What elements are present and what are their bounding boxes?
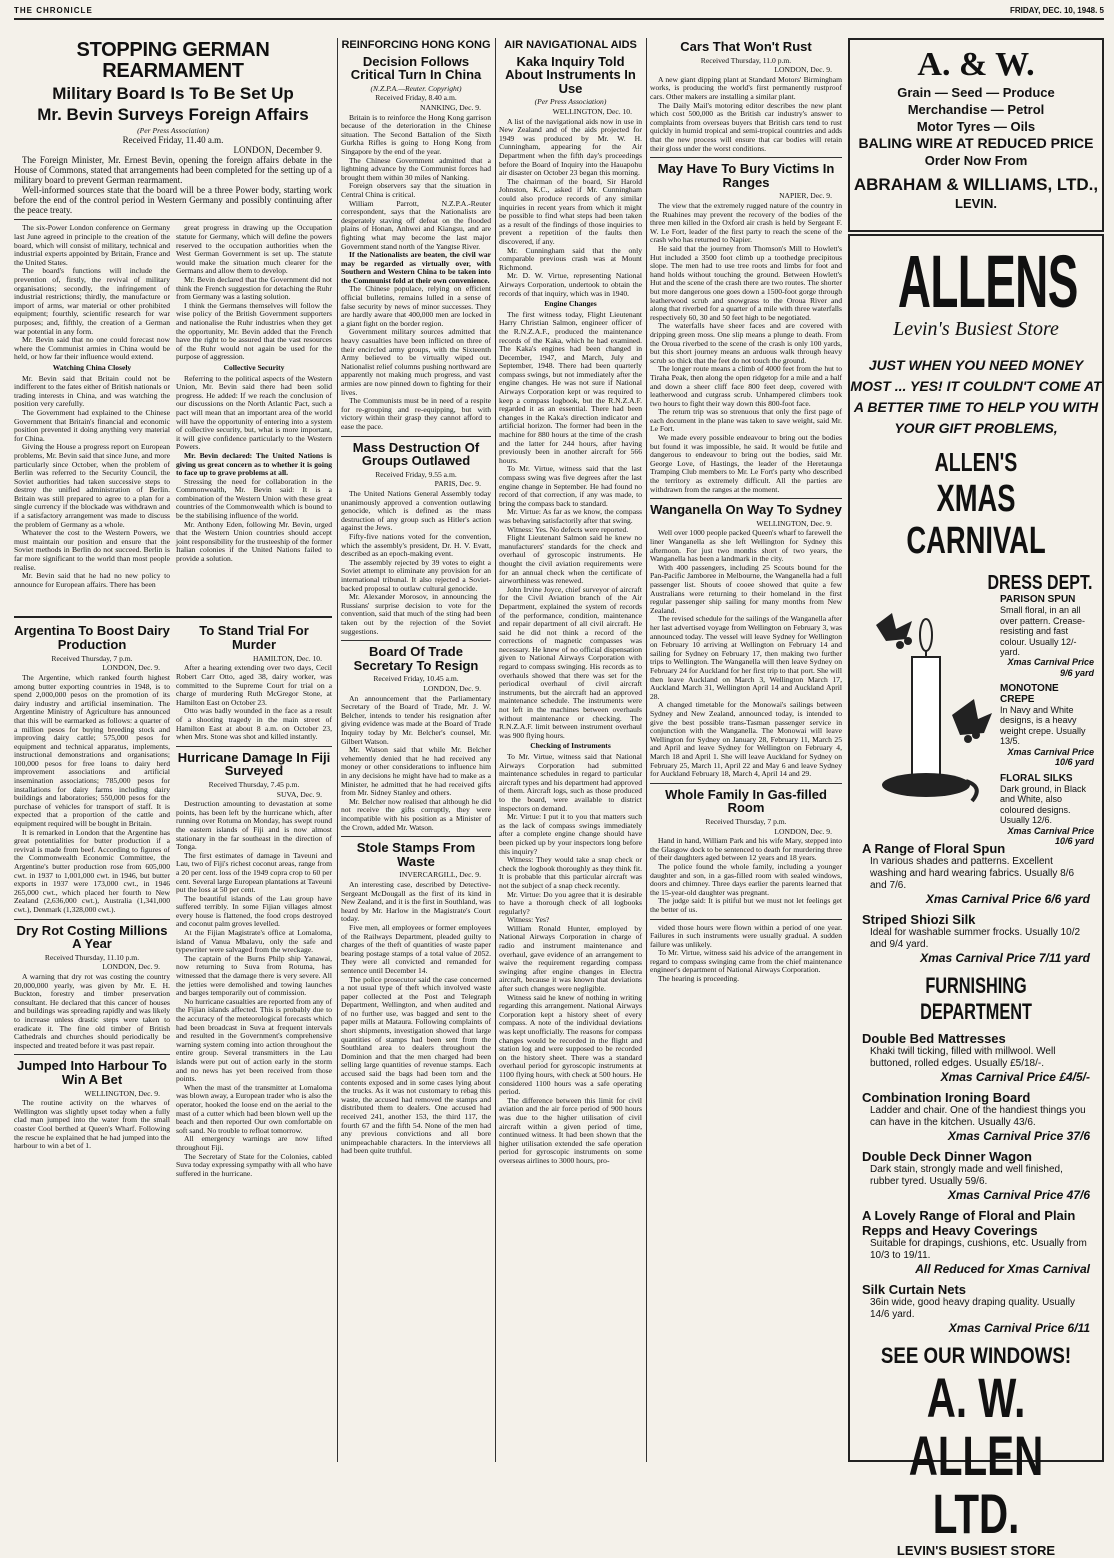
paragraph: An interesting case, described by Detective-Sergeant McDougall as the first of its kind in New Zealand, and it is the first in Southland, was heard by Mr. Harlow in the Magistrate's Court today. xyxy=(341,879,491,924)
paragraph: Mr. Belcher now realised that although he did not receive the gifts corruptly, they were incompatible with his position as a Minister of the Crown, added Mr. Watson. xyxy=(341,796,491,832)
headline-gas-filled-room: Whole Family In Gas-filled Room xyxy=(665,786,827,816)
divider xyxy=(341,640,491,641)
received-line: Received Thursday, 7 p.m. xyxy=(705,816,787,826)
paragraph: Foreign observers say that the situation in Central China is critical. xyxy=(341,181,491,199)
place-line: WELLINGTON, Dec. 10. xyxy=(552,107,632,117)
byline: (N.Z.P.A.—Reuter. Copyright) xyxy=(370,83,462,93)
paragraph: Fifty-five nations voted for the convention, which the assembly's president, Dr. H. V. Evatt, described as an epoch-making event. xyxy=(341,532,491,559)
crosshead: Engine Changes xyxy=(544,299,597,309)
place-line: LONDON, Dec. 9. xyxy=(774,826,832,836)
furn-title: Combination Ironing Board xyxy=(862,1090,1031,1105)
paragraph: If the Nationalists are beaten, the civil war may be regarded as virtually over, with Southern and Western China to be taken into the Communist fold at their own convenience. xyxy=(341,250,491,285)
divider xyxy=(176,746,332,747)
item-desc: Small floral, in an all over pattern. Crease-resisting and fast colour. Usually 12/- yard. xyxy=(1000,605,1086,658)
place-line: WELLINGTON, Dec. 9. xyxy=(84,1088,160,1098)
paragraph: Hand in hand, William Park and his wife Mary, stepped into the Glasgow dock to be sentenced to death for murdering three of their daughters aged between 12 years and 18 years. xyxy=(650,836,842,863)
paragraph: After a hearing extending over two days, Cecil Robert Carr Otto, aged 38, dairy worker, was committed to the Supreme Court for trial on a charge of murdering Ruth McGregor Stone, at Hamilton East on October 23. xyxy=(176,663,332,707)
place-line: HAMILTON, Dec. 10. xyxy=(253,653,322,663)
range-desc: Ideal for washable summer frocks. Usually 10/2 and 9/4 yard. xyxy=(870,927,1081,950)
paragraph: The revised schedule for the sailings of the Wanganella after her last advertised voyage from Wellington on February 3, was announced today. The vessel will leave Sydney for Wellington on February 10 arriving at Wellington on February 14 and sailing for Sydney on February 17, then making two further trips to Wellington. The Wanganella will then leave Sydney on February 24 for Auckland for her first trip to that port. She will then leave Auckland on March 3, Wellington March 17, Auckland March 31, Wellington April 14 and Auckland April 28. xyxy=(650,614,842,701)
furn-title: Double Deck Dinner Wagon xyxy=(862,1149,1032,1164)
aw-town: LEVIN. xyxy=(955,196,997,211)
place-line: NANKING, Dec. 9. xyxy=(420,103,481,113)
paragraph: Stressing the need for collaboration in the Commonwealth, Mr. Bevin said: It is a combination of the Western Union with these great countries of the Commonwealth which is bound to be the stabilising influence of the world. xyxy=(176,476,332,521)
paragraph: The Argentine, which ranked fourth highest among butter exporting countries in 1948, is to spend 2,000,000 pesos on the promotion of its dairy industry and artificial insemination. The Argentine Ministry of Agriculture has announced that this will be earmarked as follows: a quarter of a million pesos for buying breeding stock and improving dairy cattle; 575,000 pesos for equipment and technical apparatus, implements, instructional demonstrations and organisations; 100,000 pesos for free loans to dairy herd improvement associations and artificial insemination associations; 785,000 pesos for installations for dairy farms including dairy buildings and laboratories; 550,000 pesos for the purchase of vehicles for transport of staff. It is expected that a proportion of the cattle and equipment required will be bought in Britain. xyxy=(14,672,170,829)
paragraph: Well over 1000 people packed Queen's wharf to farewell the liner Wanganella as she left Wellington for Sydney this afternoon. For just two months short of two years, the Wanganella has been a landmark in the city. xyxy=(650,528,842,564)
paragraph: The six-Power London conference on Germany last June agreed in principle to the creation of the board, which will consist of military, technical and industrial experts appointed by Britain, France and the United States. xyxy=(14,223,170,267)
item-title: FLORAL SILKS xyxy=(1000,772,1073,784)
see-windows: SEE OUR WINDOWS! xyxy=(880,1343,1072,1368)
item-desc: Dark ground, in Black and White, also coloured designs. Usually 12/6. xyxy=(1000,783,1087,826)
headline-jumped: Jumped Into Harbour To Win A Bet xyxy=(17,1058,167,1088)
lead-paragraph-2: Well-informed sources state that the board will be a three Power body, starting work before the end of the control period in Western Germany and possibly continuing after the peace treaty. xyxy=(14,185,332,216)
paragraph: At the Fijian Magistrate's office at Lomaloma, island of Vanua Mbalavu, only the safe and typewriter were salvaged from the wreckage. xyxy=(176,928,332,955)
paragraph: The Communists must be in need of a respite for re-grouping and re-equipping, but with victory within their grasp they cannot afford to ease the pace. xyxy=(341,396,491,431)
paragraph: The longer route means a climb of 4000 feet from the hut to Tiraha Peak, then along the open ridgetop for a mile and a half and down a sheer cliff face 800 feet deep, covered with leatherwood and cutgrass scrub. Unhampered climbers took two hours to fight their way down this 800-foot face. xyxy=(650,364,842,408)
paragraph: Mr. Virtue: I put it to you that matters such as the lack of compass swings immediately after a complete engine change should have been picked up by your inspectors long before this inquiry? xyxy=(499,812,642,856)
column-3 xyxy=(499,38,642,1462)
paragraph: Mr. Anthony Eden, following Mr. Bevin, urged that the Western Union countries should accept joint responsibility for the trusteeship of the former Italian colonies if the United Nations failed to provide a solution. xyxy=(176,519,332,564)
ad-abraham-williams xyxy=(848,38,1104,232)
place-line: NAPIER, Dec. 9. xyxy=(779,191,832,201)
paragraph: The police prosecutor said the case concerned a not usual type of theft which involved waste paper collected at the Post and Telegraph Department, Wellington, and when audited and of no further use, was bagged and sent to the paper mills at Mataura. Following complaints of short shipments, investigation showed that large quantities of stamps had been sent from the Southland area to dealers throughout the Dominion and that the men charged had been selling large quantities of revenue stamps. Each accused said the bags had been torn and the contents exposed and in some cases lying about the trucks. As it was not customary to rebag this waste, the accused had removed the stamps and distributed them to dealers. One accused had received 241, another 153, the third 117, the fourth 67 and the fifth 54. None of the men had any previous convictions and all bore unimpeachable characters. In the interviews all had been quite truthful. xyxy=(341,974,491,1156)
paragraph: Five men, all employees or former employees of the Railways Department, pleaded guilty to charges of the theft of quantities of waste paper bearing postage stamps of a total value of 2052. They were all convicted and remanded for sentence until December 14. xyxy=(341,922,491,975)
dress-item xyxy=(1000,774,1094,847)
ad-line: Grain — Seed — Produce xyxy=(897,85,1055,100)
received-line: Received Thursday, 7.45 p.m. xyxy=(208,779,300,789)
received-line: Received Thursday, 7 p.m. xyxy=(51,653,133,663)
furn-desc: Dark stain, strongly made and well finished, rubber tyred. Usually 59/6. xyxy=(870,1164,1063,1187)
aw-allen-logo: A. W. ALLEN LTD. xyxy=(908,1366,1044,1545)
place-line: LONDON, Dec. 9. xyxy=(102,962,160,972)
received-line: Received Thursday, 11.0 p.m. xyxy=(700,55,792,65)
subhead-bevin: Mr. Bevin Surveys Foreign Affairs xyxy=(37,104,309,124)
paragraph: great progress in drawing up the Occupation statute for Germany, which will define the powers reserved to the occupation authorities when the West German Government is set up. The statute would make the situation much clearer for the Germans and allow them to develop. xyxy=(176,223,332,276)
paragraph: Referring to the political aspects of the Western Union, Mr. Bevin said there had been solid progress. He added: If we reach the conclusion of our discussions on the North Atlantic Pact, such a pact will mean that an important area of the world will have the opportunity of entering into a system of collective security, but, what is more important, it will give confidence particularly to the Western Powers. xyxy=(176,373,332,452)
dress-dept xyxy=(850,594,1102,846)
headline-genocide: Mass Destruction Of Groups Outlawed xyxy=(352,439,480,469)
carnival-title: ALLEN'S xyxy=(934,447,1018,477)
paragraph: Witness said he knew of nothing in writing regarding this arrangement. National Airways Corporation kept a history sheet of every compass. A note of the individual deviations was kept unofficially. The reasons for compass changes would be recorded in the flight and station log and were supposed to be recorded on the history sheet. There was a standard overhaul period for gyroscopic instruments at 1100 flying hours, with check at 500 hours. He considered 1100 hours was a safe operating period. xyxy=(499,992,642,1097)
paragraph: Otto was badly wounded in the face as a result of a shooting tragedy in the main street of Hamilton East at about 8 a.m. on October 23, when Mrs. Stone was shot and killed instantly. xyxy=(176,706,332,742)
divider xyxy=(341,436,491,437)
divider xyxy=(341,836,491,837)
range-title: Striped Shiozi Silk xyxy=(862,912,976,927)
paragraph: The hearing is proceeding. xyxy=(658,974,739,984)
paragraph: A warning that dry rot was costing the country 20,000,000 yearly, was given by Mr. E. H. Buckton, forestry and timber preservation consultant. He declared that this cancer of houses and buildings was spreading rapidly and was likely to increase unless drastic steps were taken to eradicate it. The fine old timber of British Cathedrals and churches should periodically be inspected and treated before it was past repair. xyxy=(14,972,170,1050)
paragraph: The board's functions will include the prevention of, firstly, the revival of military organisations; secondly, the infringement of industrial restrictions; thirdly, the manufacture or import of arms, war material or other prohibited equipment; fourthly, scientific research for war purposes; and, fifthly, the creation of a German war potential in any form. xyxy=(14,266,170,336)
paragraph: The Daily Mail's motoring editor describes the new plant which cost 500,000 as the British car industry's answer to complaints from overseas buyers that British cars tend to rust quickly in humid tropical and semi-tropical countries and adds that the new process will ensure that car bodies will retain their gloss under the worst conditions. xyxy=(650,100,842,153)
ad-line: Motor Tyres — Oils xyxy=(916,119,1036,134)
paragraph: All emergency warnings are now lifted throughout Fiji. xyxy=(176,1134,332,1152)
paragraph: Mr. Bevin declared that the Government did not think the French suggestion for detaching the Ruhr from Germany was a lasting solution. xyxy=(176,275,332,302)
body-left xyxy=(14,224,170,612)
divider xyxy=(650,498,842,499)
paragraph: The beautiful islands of the Lau group have suffered terribly. In some Fijian villages almost every house is flattened, the food crops destroyed and coconut palm groves levelled. xyxy=(176,893,332,929)
byline: (Per Press Association) xyxy=(137,125,209,135)
place-line: PARIS, Dec. 9. xyxy=(434,479,481,489)
paragraph: Flight Lieutenant Salmon said he knew no manufacturers' standards for the check and overhaul of gyroscopic instruments. He thought the civil aviation requirements were for an annual check when the certificate of airworthiness was renewed. xyxy=(499,533,642,586)
furn-desc: Khaki twill ticking, filled with millwool. Well buttoned, rolled edges. Usually £5/18/-. xyxy=(870,1046,1056,1069)
divider xyxy=(14,616,332,618)
paragraph: We made every possible endeavour to bring out the bodies but found it was impossible, he said. It would be futile and dangerous to endeavour to bring out the bodies, said Mr. George Love, of Hastings, the leader of the Heretaunga Tramping Club members to Mr. Le Fort's party who described the territory as extremely difficult. All the parties are withdrawn from the ranges at the moment. xyxy=(650,433,842,494)
furn-price: All Reduced for Xmas Carnival xyxy=(915,1262,1090,1276)
furn-desc: Suitable for drapings, cushions, etc. Usually from 10/3 to 19/11. xyxy=(870,1238,1087,1261)
place-line: INVERCARGILL, Dec. 9. xyxy=(399,870,481,880)
paragraph: To Mr. Virtue, witness said his advice of the arrangement in regard to compass swinging came from the chief maintenance engineer's department of National Airways Corporation. xyxy=(650,948,842,975)
received-line: Received Friday, 11.40 a.m. xyxy=(122,135,224,146)
allens-logo: ALLENS xyxy=(897,240,1078,323)
headline-board-of-trade: Board Of Trade Secretary To Resign xyxy=(353,644,479,673)
paragraph: John Irvine Joyce, chief surveyor of aircraft for the Civil Aviation branch of the Air Department, explained the system of records of the performance, condition, maintenance and repair department of all civil aircraft. He said he did not think a record of the corrections of magnetic compasses was necessary. He knew of no official dispensation given to National Airways Corporation with regard to compass swinging. His records as to overhauls showed that there was set for the periodical overhaul of civil aircraft instruments, but the aircraft had an approved maintenance schedule. The instruments were not left in the machines between overhauls without maintenance or checking. The R.N.Z.A.F. limit between instrument overhaul was 900 flying hours. xyxy=(499,584,642,740)
paragraph: The United Nations General Assembly today unanimously approved a convention outlawing genocide, which is defined as the mass destruction of any group such as Hitler's action against the Jews. xyxy=(341,489,491,533)
received-line: Received Friday, 9.55 a.m. xyxy=(375,469,457,479)
received-line: Received Thursday, 11.10 p.m. xyxy=(44,952,140,962)
divider xyxy=(14,1054,170,1055)
place-line: WELLINGTON, Dec. 9. xyxy=(756,518,832,528)
paragraph: The waterfalls have sheer faces and are covered with dripping green moss. One slip means a plunge to death. From the Oroua riverbed to the scene of the crash is only 100 yards, but this short journey means an arduous walk through heavy scrub so thick that the feet do not touch the ground. xyxy=(650,321,842,365)
furn-desc: 36in wide, good heavy draping quality. Usually 14/6 yard. xyxy=(870,1297,1075,1320)
ad-line: BALING WIRE AT REDUCED PRICE xyxy=(858,135,1094,151)
subhead-china: Decision Follows Critical Turn In China xyxy=(350,53,482,83)
paragraph: The Government had explained to the Chinese Government that Britain's financial and economic position prevented it doing anything very material for China. xyxy=(14,407,170,443)
headline-bury-victims: May Have To Bury Victims In Ranges xyxy=(657,161,835,190)
paragraph: It is remarked in London that the Argentine has great potentialities for butter production if a revival is made from beef. According to figures of the Commonwealth Economic Committee, the Argentine's butter production rose from 605,000 cwt. in 1937 to 1,001,000 cwt. in 1946, but butter exports in 1937 were 173,000 cwt., in 1946 265,000 cwt., which placed her fourth to New Zealand (2,636,000 cwt.), Australia (1,341,000 cwt.), Denmark (1,328,000 cwt.). xyxy=(14,827,170,914)
headline-rustproof-cars: Cars That Won't Rust xyxy=(680,39,812,54)
paragraph: The return trip was so strenuous that only the first page of each document in the plane was taken to save weight, said Mr. Le Fort. xyxy=(650,407,842,434)
divider xyxy=(14,919,170,920)
paragraph: Mr. Cunningham said that the only comparable previous crash was at Mount Richmond. xyxy=(499,245,642,272)
dress-dept-heading: DRESS DEPT. xyxy=(987,572,1093,594)
paragraph: To Mr. Virtue, witness said that the last compass swing was five degrees after the last engine change in September. He had found no record of that correction, if any was made, to bring the compass back to standard. xyxy=(499,464,642,508)
paragraph: The Secretary of State for the Colonies, cabled Suva today expressing sympathy with all who have suffered in the hurricane. xyxy=(176,1151,332,1178)
paragraph: When the mast of the transmitter at Lomaloma was blown away, a European trader who is also the operator, hooked the loose end on the aerial to the mast of a cutter which had been blown well up the beach and then reported Our own comfortable on soft sand. No trouble to refloat tomorrow. xyxy=(176,1082,332,1135)
range-title: A Range of Floral Spun xyxy=(862,841,1006,856)
paragraph: The first estimates of damage in Taveuni and Lau, two of Fiji's richest coconut areas, range from a 20 per cent. loss of the 1949 copra crop to 60 per cent. Several large European plantations at Taveuni put the loss at 50 per cent. xyxy=(176,850,332,895)
paragraph: The Chinese populace, relying on efficient official bulletins, remains lulled in a sense of false security by news of minor successes. They are hardly aware that 400,000 men are locked in a giant fight on the border region. xyxy=(341,284,491,328)
paragraph: The routine activity on the wharves of Wellington was slightly upset today when a fully clad man jumped into the water from the small coaster Cool berthed at Queen's Wharf. Following the rescue he explained that he had jumped into the harbour to win a bet of 1. xyxy=(14,1098,170,1151)
paragraph: Mr. Watson said that while Mr. Belcher vehemently denied that he had received any money or other considerations to influence him in any decisions he might have had to make as a Minister, he admitted that he had received gifts from Mr. Sidney Stanley and others. xyxy=(341,745,491,798)
paragraph: William Parrott, N.Z.P.A.-Reuter correspondent, says that the Nationalists are desperately staving off defeat on the flooded plains of Honan, Anhwei and Kiangsu, and are fighting what may become the last major Government stand north of the Yangtse River. xyxy=(341,198,491,251)
headline-hong-kong: REINFORCING HONG KONG xyxy=(341,39,491,51)
paragraph: A list of the navigational aids now in use in New Zealand and of the aids projected for 1949 was produced by Mr. W. H. Cunningham, appearing for the Air Department when the fifth day's proceedings before the Board of Inquiry into the Hauapohu air disaster on October 23 began this morning. xyxy=(499,116,642,178)
paragraph: The police found the whole family, including a younger daughter and son, in a gas-filled room with sealed windows, doors and chimney. Three days earlier the parents learned that the 15-year-old daughter was pregnant. xyxy=(650,861,842,897)
allens-slogan: JUST WHEN YOU NEED MONEY MOST ... YES! IT COULDN'T COME AT A BETTER TIME TO HELP YOU WITH YOUR GIFT PROBLEMS, xyxy=(850,357,1102,436)
place-line: LONDON, December 9. xyxy=(233,144,322,155)
paragraph: vided those hours were flown within a period of one year. Failures in such instruments were usually gradual. A sudden failure was unlikely. xyxy=(650,922,842,949)
paragraph: The Chinese Government admitted that a lightning advance by the Communist forces had brought them within 30 miles of Nanking. xyxy=(341,155,491,182)
paragraph: William Ronald Hunter, employed by National Airways Corporation in charge of radio and instrument maintenance and overhaul, gave evidence of an arrangement to waive the requirement regarding compass swinging after engine changes in Electra aircraft, because it was known that deviations after such changes were negligible. xyxy=(499,923,642,994)
paragraph: The captain of the Burns Philp ship Yanawai, now returning to Suva from Rotuma, has witnessed that the damage there is very severe. All the jetties were demolished and towing launches and barges temporarily out of commission. xyxy=(176,953,332,998)
crosshead: Collective Security xyxy=(223,362,285,372)
place-line: LONDON, Dec. 9. xyxy=(774,65,832,75)
lower-columns xyxy=(14,622,332,1382)
paragraph: He said that the journey from Thomson's Mill to Howlett's Hut included a 3500 foot climb up a toothedge precipitous slope. The men had to use tree roots and limbs for foot and hand holds without touching the ground. Between Howlett's Hut and the scene of the crash there are two routes. The shorter but more dangerous one goes down a 1500-foot gorge through leatherwood scrub and snowgrass to the Oroua River and along that riverbed for a quarter of a mile with three waterfalls respectively 60, 30 and 50 feet high to be negotiated. xyxy=(650,244,842,322)
headline-dry-rot: Dry Rot Costing Millions A Year xyxy=(16,922,168,952)
item-title: PARISON SPUN xyxy=(1000,594,1076,605)
divider xyxy=(650,157,842,158)
column-4 xyxy=(650,38,842,1462)
dress-item xyxy=(1000,595,1094,678)
byline: (Per Press Association) xyxy=(534,97,607,107)
divider xyxy=(650,919,842,920)
paragraph: Mr. D. W. Virtue, representing National Airways Corporation, undertook to obtain the records of that inquiry, which was in 1940. xyxy=(499,271,642,298)
paragraph: Mr. Bevin declared: The United Nations is giving us great concern as to whether it is going to face up to grave problems at all. xyxy=(176,450,332,478)
furn-price: Xmas Carnival Price 6/11 xyxy=(948,1321,1090,1335)
paragraph: An announcement that the Parliamentary Secretary of the Board of Trade, Mr. J. W. Belcher, intends to tender his resignation after giving evidence was made at the Board of Trade Inquiry today by Mr. Belcher's counsel, Mr. Gilbert Watson. xyxy=(341,693,491,746)
paragraph: Mr. Bevin said that he had no new policy to announce for European affairs. There has been xyxy=(14,571,170,589)
paragraph: Witness: Yes. No defects were reported. xyxy=(507,524,629,534)
dress-items xyxy=(1000,595,1094,846)
lead-paragraph: The Foreign Minister, Mr. Ernest Bevin, opening the foreign affairs debate in the House of Commons, stated that arrangements had been completed for the setting up of a military board to prevent German rearmament. xyxy=(14,155,332,186)
paragraph: Mr. Bevin said that no one could forecast now where the Communist armies in China would be held, or how far their influence would extend. xyxy=(14,335,170,362)
range-price: Xmas Carnival Price 7/11 yard xyxy=(920,951,1090,965)
divider xyxy=(650,783,842,784)
column-rule xyxy=(495,38,496,1462)
masthead xyxy=(14,4,1104,18)
busiest-store: LEVIN'S BUSIEST STORE xyxy=(896,1543,1056,1558)
column-1 xyxy=(14,38,332,1462)
subhead-kaka-inquiry: Kaka Inquiry Told About Instruments In Use xyxy=(505,53,636,96)
paragraph: The judge said: It is pitiful but we must not let feelings get the better of us. xyxy=(650,896,842,914)
paragraph: I think the Germans themselves will follow the wise policy of the British Government supporters and nationalise the Ruhr industries when they get the opportunity, Mr. Bevin added that the French have the right to be assured that the vast resources of the Ruhr would not again be used for the purpose of aggression. xyxy=(176,300,332,362)
ad-line: Order Now From xyxy=(924,153,1028,168)
furn-price: Xmas Carnival Price £4/5/- xyxy=(940,1070,1090,1084)
headline-argentina: Argentina To Boost Dairy Production xyxy=(14,623,170,653)
divider xyxy=(14,219,332,220)
furnishing-heading: FURNISHING DEPARTMENT xyxy=(920,973,1032,1024)
item-title: MONOTONE CREPE xyxy=(1000,683,1059,705)
paragraph: The difference between this limit for civil aviation and the air force period of 900 hours was due to the higher utilisation of civil aircraft within a given period of time, continued witness. It had been shown that the higher utilisation extended the safe operation period for gyroscopic instruments on some overseas airlines to 3000 hours, pro- xyxy=(499,1095,642,1165)
dress-item xyxy=(1000,684,1094,767)
paragraph: The chairman of the board, Sir Harold Johnston, K.C., asked if Mr. Cunningham could also produce records of any similar inquiries in recent years from which it might be possible to find what steps had been taken as a result of the findings of those inquiries to prevent a repetition of the faults then discovered, if any. xyxy=(499,176,642,246)
masthead-title: THE CHRONICLE xyxy=(14,6,93,15)
paragraph: To Mr. Virtue, witness said that National Airways Corporation had submitted maintenance schedules in regard to particular aircraft types and his department had approved of them. Aircraft logs, such as those produced to the board, were available to district inspectors on demand. xyxy=(499,752,642,813)
headline-rearmament: STOPPING GERMAN REARMAMENT xyxy=(76,39,270,82)
headline-air-aids: AIR NAVIGATIONAL AIDS xyxy=(504,39,637,51)
aw-firm-name: ABRAHAM & WILLIAMS, LTD., xyxy=(853,175,1099,194)
column-2 xyxy=(341,38,491,1462)
column-rule xyxy=(646,38,647,1462)
paragraph: Mr. Bevin said that Britain could not be indifferent to the fates either of British nationals or trading interests in China, and was watching the position very carefully. xyxy=(14,373,170,409)
received-line: Received Friday, 10.45 a.m. xyxy=(373,674,459,684)
ad-allens xyxy=(848,234,1104,1558)
headline-fiji: Hurricane Damage In Fiji Surveyed xyxy=(177,749,331,779)
aw-logo: A. & W. xyxy=(917,46,1035,83)
item-price: Xmas Carnival Price 10/6 yard xyxy=(1007,825,1094,846)
furn-price: Xmas Carnival Price 47/6 xyxy=(947,1188,1090,1202)
paragraph: The view that the extremely rugged nature of the country in the Ruahines may prevent the recovery of the bodies of the three men killed in the Oxford air crash is held by Sergeant F. W. Le Fort, leader of the first party to reach the scene of the crash who has returned to Napier. xyxy=(650,201,842,245)
top-rule xyxy=(14,18,1104,20)
paragraph: Mr. Virtue: As far as we know, the compass was behaving satisfactorily after that swing. xyxy=(499,507,642,525)
headline-stamps: Stole Stamps From Waste xyxy=(356,840,476,869)
place-line: SUVA, Dec. 9. xyxy=(276,789,322,799)
allens-script: Levin's Busiest Store xyxy=(893,318,1059,340)
paragraph: With 400 passengers, including 25 Scouts bound for the Pan-Pacific Jamboree in Melbourne, the Wanganella had a full passenger list. Shouts of cooee showed that quite a few Australians were returning to their homeland in the first regular passenger ship sailing for many months from New Zealand. xyxy=(650,562,842,615)
paragraph: Britain is to reinforce the Hong Kong garrison because of the deterioration in the Chinese situation. The Second Battalion of the Sixth Gurkha Rifles is going to Hong Kong from Singapore by the end of the year. xyxy=(341,112,491,156)
carnival-subtitle: XMAS CARNIVAL xyxy=(906,478,1046,562)
paragraph: Mr. Alexander Morosov, in announcing the Russians' surprise decision to vote for the convention, said that much of the sting had been taken out by the rejection of the Soviet suggestions. xyxy=(341,592,491,636)
item-price: Xmas Carnival Price 9/6 yard xyxy=(1007,657,1094,678)
place-line: LONDON, Dec. 9. xyxy=(102,663,160,673)
received-line: Received Friday, 8.40 a.m. xyxy=(375,93,457,103)
two-column-body xyxy=(14,224,332,612)
paragraph: Mr. Virtue: Do you agree that it is desirable to have a thorough check of all logbooks regularly? xyxy=(499,889,642,916)
range-desc: In various shades and patterns. Excellent washing and hard wearing fabrics. Usually 8/6 and 7/6. xyxy=(870,856,1074,891)
ad-line: Merchandise — Petrol xyxy=(907,102,1045,117)
paragraph: Whatever the cost to the Western Powers, we must maintain our position and ensure that the Soviet methods in Berlin do not succeed. Berlin is far more significant to the world than most people realise. xyxy=(14,528,170,572)
item-desc: In Navy and White designs, is a heavy weight crepe. Usually 13/5. xyxy=(1000,705,1086,747)
paragraph: Witness: Yes? xyxy=(507,915,550,925)
lower-left xyxy=(14,622,170,1382)
paragraph: Witness: They would take a snap check or check the logbook thoroughly as they think fit. It is probable that this particular aircraft was not the subject of a snap check recently. xyxy=(499,855,642,890)
crosshead: Watching China Closely xyxy=(52,362,132,372)
column-rule xyxy=(337,38,338,1462)
body-right xyxy=(176,224,332,612)
headline-murder-trial: To Stand Trial For Murder xyxy=(199,623,309,653)
furn-title: Silk Curtain Nets xyxy=(862,1282,967,1297)
paragraph: A new giant dipping plant at Standard Motors' Birmingham works, is producing the world's first permanently rustproof cars. Other makers are installing a similar plant. xyxy=(650,74,842,102)
paragraph: A changed timetable for the Monowai's sailings between Sydney and New Zealand, announced today, is intended to give the best possible trans-Tasman passenger service in conjunction with the Wanganella. The Monowai will leave Wellington for Sydney on January 28, February 11, March 25 and April and leave Sydney for Wellington on February 4, March 18 and April 1. She will leave Auckland for Sydney on February 25, March 11, April 22 and May 6 and leave Sydney for Auckland February 18, March 4, April 14 and 29. xyxy=(650,700,842,779)
paragraph: The assembly rejected by 39 votes to eight a Soviet attempt to eliminate any provision for an international tribunal. It also rejected a Soviet-backed proposal to outlaw cultural genocide. xyxy=(341,557,491,593)
subhead-military-board: Military Board Is To Be Set Up xyxy=(52,84,294,103)
masthead-date: FRIDAY, DEC. 10, 1948. 5 xyxy=(1010,6,1104,15)
furn-title: A Lovely Range of Floral and Plain Repps and Heavy Coverings xyxy=(862,1208,1076,1238)
furn-title: Double Bed Mattresses xyxy=(862,1031,1006,1046)
paragraph: No hurricane casualties are reported from any of the Fijian islands affected. This is probably due to the accuracy of the meteorological forecasts which had been broadcast in Suva at frequent intervals and resulted in the Government's comprehensive warning system coming into action throughout the entire group. Several transmitters in the Lau islands were put out of action early in the storm and no news has yet been received from those points. xyxy=(176,996,332,1084)
paragraph: Destruction amounting to devastation at some points, has been left by the hurricane which, after running over Rotuma on Monday, has swept round the eastern islands of Fiji and is now almost stationary in the far southeast in the direction of Tonga. xyxy=(176,799,332,852)
item-price: Xmas Carnival Price 10/6 yard xyxy=(1007,746,1094,768)
paragraph: Giving the House a progress report on European problems, Mr. Bevin said that since June, and more particularly since October, when the problem of Berlin was referred to the Security Council, the Soviet authorities had taken successive steps to destroy the unified administration of Berlin. Britain was still prepared to agree to a plan for a single currency if the blockade was withdrawn and if a satisfactory arrangement was made to discuss the problem of Germany as a whole. xyxy=(14,442,170,529)
candle-icon xyxy=(856,595,996,825)
place-line: LONDON, Dec. 9. xyxy=(423,684,481,694)
crosshead: Checking of Instruments xyxy=(530,741,611,751)
headline-wanganella: Wanganella On Way To Sydney xyxy=(650,502,842,518)
furn-price: Xmas Carnival Price 37/6 xyxy=(947,1129,1090,1143)
paragraph: The first witness today, Flight Lieutenant Harry Christian Salmon, engineer officer of the R.N.Z.A.F., produced the maintenance records of the Kaka, which he had examined. The Kaka's engines had been changed in December, 1947, and March, July and September, 1948. There had been quarterly compass swings, but not immediately after the engine changes. He was not sure if National Airways Corporation kept or was required to keep a compass logbook, but the R.N.Z.A.F. regarded it as an essential. There had been changes in the Kaka's direction indicator and artificial horizon. The former had been in the machine for 880 hours at the time of the crash and the latter for 244 hours, after having previously been in another aircraft for 566 hours. xyxy=(499,309,642,465)
range-price: Xmas Carnival Price 6/6 yard xyxy=(925,892,1090,906)
lower-right xyxy=(176,622,332,1382)
furn-desc: Ladder and chair. One of the handiest things you can have in the kitchen. Usually 43/6. xyxy=(870,1105,1086,1128)
paragraph: Government military sources admitted that heavy casualties have been inflicted on three of their encircled army groups, with the Sixteenth Army believed to be virtually wiped out. Nationalist relief columns pushing northward are apparently not making much progress, and vast armies are now pinned down to fighting for their lives. xyxy=(341,327,491,397)
